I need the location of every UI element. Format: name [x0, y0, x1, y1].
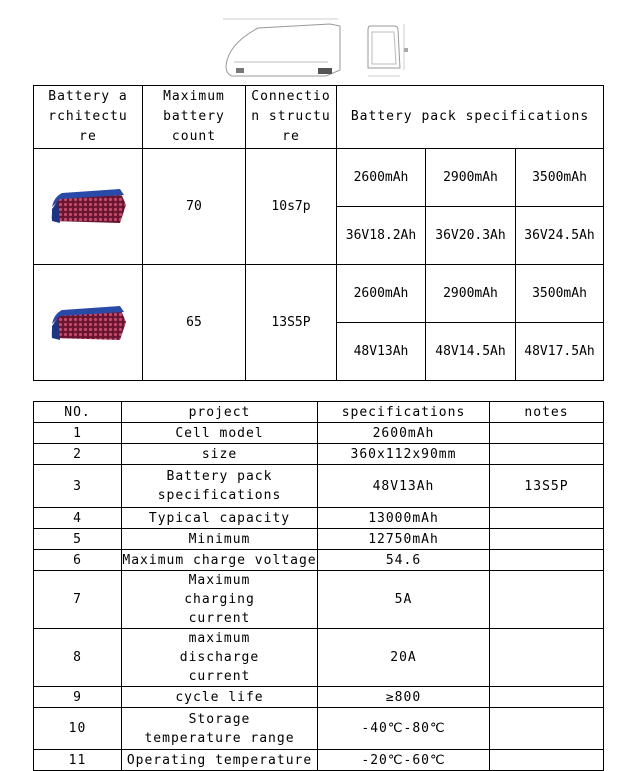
- header-notes: notes: [490, 402, 604, 423]
- row-project: Maximum charging current: [122, 571, 318, 629]
- row1-max-count: 70: [143, 149, 246, 265]
- row-project: Maximum charge voltage: [122, 550, 318, 571]
- row-project: maximum discharge current: [122, 629, 318, 687]
- row-spec: 5A: [318, 571, 490, 629]
- row-spec: 48V13Ah: [318, 465, 490, 508]
- row-project: Minimum: [122, 529, 318, 550]
- table-row: [34, 550, 604, 571]
- header-connection: Connection structure: [246, 86, 337, 149]
- row-project: Cell model: [122, 423, 318, 444]
- row1-pack-3: 36V24.5Ah: [516, 207, 604, 265]
- row-no: 6: [34, 550, 122, 571]
- row-notes: [490, 629, 604, 687]
- row-notes: [490, 444, 604, 465]
- battery-detail-table: [33, 401, 604, 771]
- row-no: 10: [34, 708, 122, 750]
- battery-pack-36v-image: [48, 187, 128, 227]
- table-row: [34, 687, 604, 708]
- table-row: [34, 708, 604, 750]
- row-spec: ≥800: [318, 687, 490, 708]
- row-spec: 360x112x90mm: [318, 444, 490, 465]
- row-project: Storage temperature range: [122, 708, 318, 750]
- row1-capacity-3: 3500mAh: [516, 149, 604, 207]
- row-notes: [490, 571, 604, 629]
- table-row: [34, 465, 604, 508]
- header-architecture: Battery architecture: [34, 86, 143, 149]
- battery-pack-48v-image: [48, 302, 128, 344]
- row1-pack-1: 36V18.2Ah: [337, 207, 426, 265]
- row-spec: -20℃-60℃: [318, 750, 490, 771]
- row-no: 5: [34, 529, 122, 550]
- row1-capacity-1: 2600mAh: [337, 149, 426, 207]
- row-notes: [490, 508, 604, 529]
- header-max-count: Maximum battery count: [143, 86, 246, 149]
- row-no: 11: [34, 750, 122, 771]
- row-spec: 54.6: [318, 550, 490, 571]
- row-notes: 13S5P: [490, 465, 604, 508]
- row-spec: 13000mAh: [318, 508, 490, 529]
- row-project: Typical capacity: [122, 508, 318, 529]
- table-row: [34, 571, 604, 629]
- row2-capacity-1: 2600mAh: [337, 265, 426, 323]
- row2-pack-1: 48V13Ah: [337, 323, 426, 381]
- row1-pack-2: 36V20.3Ah: [426, 207, 516, 265]
- row-project: cycle life: [122, 687, 318, 708]
- row-project: Operating temperature: [122, 750, 318, 771]
- row-notes: [490, 708, 604, 750]
- header-pack-specs: Battery pack specifications: [337, 86, 604, 149]
- row2-pack-3: 48V17.5Ah: [516, 323, 604, 381]
- row-notes: [490, 687, 604, 708]
- row-no: 2: [34, 444, 122, 465]
- row-no: 3: [34, 465, 122, 508]
- row-notes: [490, 750, 604, 771]
- row-notes: [490, 529, 604, 550]
- table-row: [34, 629, 604, 687]
- pack-image-cell: [34, 149, 143, 265]
- row-notes: [490, 550, 604, 571]
- row-project: size: [122, 444, 318, 465]
- row-no: 8: [34, 629, 122, 687]
- row-project: Battery pack specifications: [122, 465, 318, 508]
- row2-max-count: 65: [143, 265, 246, 381]
- row-spec: 2600mAh: [318, 423, 490, 444]
- row-no: 9: [34, 687, 122, 708]
- header-specifications: specifications: [318, 402, 490, 423]
- battery-drawing: [218, 14, 418, 84]
- row-no: 1: [34, 423, 122, 444]
- pack-image-cell-2: [34, 265, 143, 381]
- row2-capacity-2: 2900mAh: [426, 265, 516, 323]
- table-row: [34, 423, 604, 444]
- row-no: 4: [34, 508, 122, 529]
- table-row: [34, 444, 604, 465]
- row-no: 7: [34, 571, 122, 629]
- row1-capacity-2: 2900mAh: [426, 149, 516, 207]
- row2-capacity-3: 3500mAh: [516, 265, 604, 323]
- table-row: [34, 750, 604, 771]
- row-spec: -40℃-80℃: [318, 708, 490, 750]
- row1-connection: 10s7p: [246, 149, 337, 265]
- row2-connection: 13S5P: [246, 265, 337, 381]
- row-notes: [490, 423, 604, 444]
- table-row: [34, 529, 604, 550]
- header-no: NO.: [34, 402, 122, 423]
- table-row: [34, 508, 604, 529]
- row-spec: 12750mAh: [318, 529, 490, 550]
- row2-pack-2: 48V14.5Ah: [426, 323, 516, 381]
- row-spec: 20A: [318, 629, 490, 687]
- battery-spec-table: [33, 85, 604, 381]
- header-project: project: [122, 402, 318, 423]
